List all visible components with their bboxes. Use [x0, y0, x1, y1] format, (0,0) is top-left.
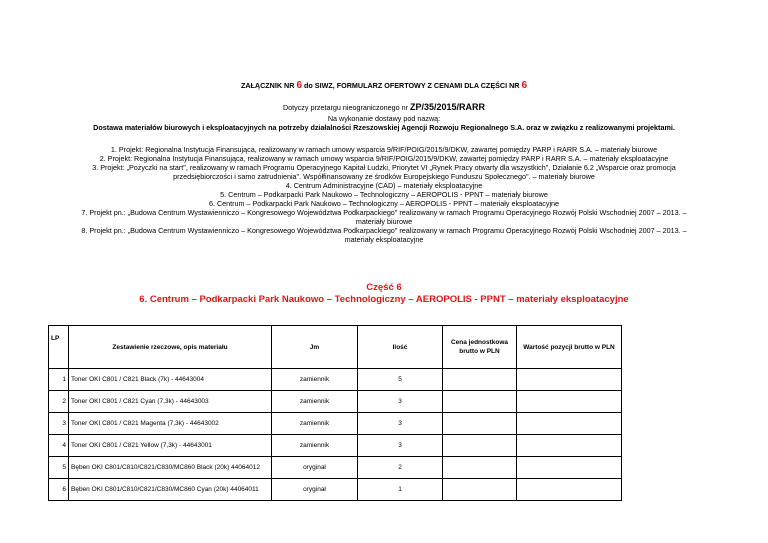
section-part: Część 6: [366, 282, 402, 293]
cell-qty: 2: [358, 457, 443, 479]
cell-name: Bęben OKI C801/C810/C821/C830/MC860 Black (20k) 44064012: [69, 457, 272, 479]
project-line: 7. Projekt pn.: „Budowa Centrum Wystawienniczo – Kongresowego Województwa Podkarpackiego" realizowany w ramach Programu Operacyjnego Rozwój Polski Wschodniej 2007 – 2013. –: [81, 208, 687, 217]
cell-unit-price[interactable]: [443, 369, 517, 391]
cell-unit-price[interactable]: [443, 479, 517, 501]
cell-lp: 4: [49, 435, 69, 457]
tender-line: [0, 103, 768, 112]
section-title: 6. Centrum – Podkarpacki Park Naukowo – Technologiczny – AEROPOLIS - PPNT – materiały eksploatacyjne: [139, 294, 629, 305]
table-row: [49, 413, 622, 435]
project-line: 2. Projekt: Regionalna Instytucja Finansująca, realizowany w ramach umowy wsparcia 9/RIF/POIG/2015/9/DKW, zawartej pomiędzy PARP i RARR S.A. – materiały eksploatacyjne: [99, 154, 669, 163]
project-line: 6. Centrum – Podkarpacki Park Naukowo – Technologiczny – AEROPOLIS - PPNT – materiały eksploatacyjne: [208, 199, 560, 208]
project-line: materiały eksploatacyjne: [344, 235, 424, 244]
cell-qty: 3: [358, 413, 443, 435]
header-total: Wartość pozycji brutto w PLN: [517, 326, 622, 369]
project-line: 4. Centrum Administracyjne (CAD) – materiały eksploatacyjne: [285, 181, 483, 190]
cell-qty: 3: [358, 435, 443, 457]
task-title: Dostawa materiałów biurowych i eksploatacyjnych na potrzeby działalności Rzeszowskiej Agencji Rozwoju Regionalnego S.A. oraz w związku z realizowanymi projektami.: [93, 123, 675, 132]
cell-lp: 1: [49, 369, 69, 391]
cell-name: Toner OKI C801 / C821 Black (7k) - 44643004: [69, 369, 272, 391]
cell-unit-price[interactable]: [443, 435, 517, 457]
table-row: [49, 435, 622, 457]
header-name: Zestawienie rzeczowe, opis materiału: [69, 326, 272, 369]
project-line: 3. Projekt: „Pożyczki na start", realizowany w ramach Programu Operacyjnego Kapitał Ludzki, Priorytet VI „Rynek Pracy otwarty dla wszystkich", Działanie 6.2 „Wsparcie oraz promocja: [92, 163, 676, 172]
annex-heading: [0, 81, 768, 90]
table-row: [49, 479, 622, 501]
header-lp: LP: [49, 326, 69, 369]
project-line: przedsiębiorczości i samo zatrudnienia". Współfinansowany ze środków Europejskiego Funduszu Społecznego". – materiały biurowe: [173, 172, 595, 181]
cell-total[interactable]: [517, 391, 622, 413]
cell-lp: 6: [49, 479, 69, 501]
project-line: 8. Projekt pn.: „Budowa Centrum Wystawienniczo – Kongresowego Województwa Podkarpackiego" realizowany w ramach Programu Operacyjnego Rozwój Polski Wschodniej 2007 – 2013. –: [81, 226, 687, 235]
header-jm: Jm: [272, 326, 358, 369]
cell-total[interactable]: [517, 457, 622, 479]
annex-number: 6: [296, 80, 302, 91]
tender-prefix: Dotyczy przetargu nieograniczonego nr: [282, 103, 410, 112]
cell-name: Toner OKI C801 / C821 Cyan (7,3k) - 44643003: [69, 391, 272, 413]
cell-name: Bęben OKI C801/C810/C821/C830/MC860 Cyan (20k) 44064011: [69, 479, 272, 501]
cell-lp: 2: [49, 391, 69, 413]
cell-qty: 1: [358, 479, 443, 501]
cell-name: Toner OKI C801 / C821 Magenta (7,3k) - 44643002: [69, 413, 272, 435]
cell-unit-price[interactable]: [443, 413, 517, 435]
project-line: 5. Centrum – Podkarpacki Park Naukowo – Technologiczny – AEROPOLIS - PPNT – materiały biurowe: [220, 190, 548, 199]
table-row: [49, 457, 622, 479]
table-header-row: [49, 326, 622, 369]
cell-jm: zamiennik: [272, 435, 358, 457]
cell-unit-price[interactable]: [443, 457, 517, 479]
table-row: [49, 391, 622, 413]
header-qty: Ilość: [358, 326, 443, 369]
cell-lp: 3: [49, 413, 69, 435]
cell-jm: zamiennik: [272, 391, 358, 413]
annex-part: 6: [521, 80, 528, 91]
header-unit-price: Cena jednostkowa brutto w PLN: [443, 326, 517, 369]
cell-qty: 5: [358, 369, 443, 391]
offer-table: [48, 325, 622, 501]
table-row: [49, 369, 622, 391]
cell-name: Toner OKI C801 / C821 Yellow (7,3k) - 44643001: [69, 435, 272, 457]
tender-number: ZP/35/2015/RARR: [410, 102, 486, 112]
cell-total[interactable]: [517, 413, 622, 435]
project-line: 1. Projekt: Regionalna Instytucja Finansująca, realizowany w ramach umowy wsparcia 9/RIF/POIG/2015/9/DKW, zawartej pomiędzy PARP i RARR S.A. – materiały biurowe: [110, 145, 658, 154]
task-label: Na wykonanie dostawy pod nazwą:: [327, 114, 441, 123]
cell-qty: 3: [358, 391, 443, 413]
cell-lp: 5: [49, 457, 69, 479]
cell-total[interactable]: [517, 435, 622, 457]
cell-jm: zamiennik: [272, 413, 358, 435]
annex-prefix: ZAŁĄCZNIK NR: [240, 81, 297, 90]
cell-total[interactable]: [517, 479, 622, 501]
cell-total[interactable]: [517, 369, 622, 391]
annex-mid: do SIWZ, FORMULARZ OFERTOWY Z CENAMI DLA CZĘŚCI NR: [302, 81, 522, 90]
project-line: materiały biurowe: [355, 217, 413, 226]
cell-jm: oryginał: [272, 479, 358, 501]
cell-jm: oryginał: [272, 457, 358, 479]
cell-unit-price[interactable]: [443, 391, 517, 413]
cell-jm: zamiennik: [272, 369, 358, 391]
